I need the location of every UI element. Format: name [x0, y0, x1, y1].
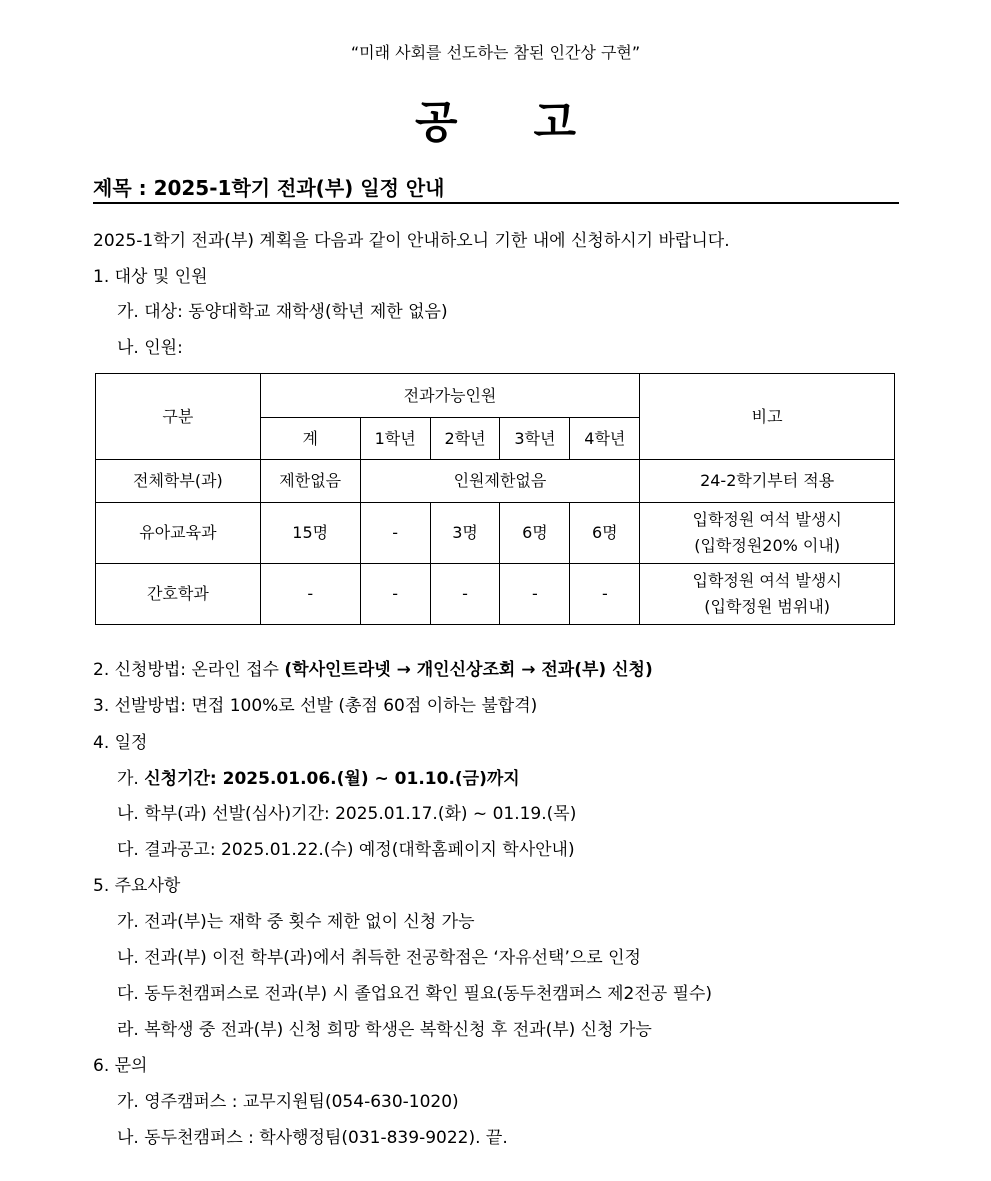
row-total: 제한없음 [260, 460, 360, 503]
section1-target: 가. 대상: 동양대학교 재학생(학년 제한 없음) [117, 302, 448, 322]
row-year4: - [570, 564, 640, 625]
section2-path: (학사인트라넷 → 개인신상조회 → 전과(부) 신청) [284, 660, 653, 680]
table-row [96, 564, 895, 625]
title-char-2: 고 [533, 97, 577, 148]
header-capacity: 전과가능인원 [260, 374, 640, 418]
section4-review: 나. 학부(과) 선발(심사)기간: 2025.01.17.(화) ~ 01.19.(목) [117, 804, 577, 824]
row-note-line1: 입학정원 여석 발생시 [692, 571, 842, 590]
row-note: 24-2학기부터 적용 [640, 460, 895, 503]
header-note: 비고 [640, 374, 895, 460]
section4-period [117, 764, 520, 789]
row-year2: 3명 [430, 503, 500, 564]
row-year3: - [500, 564, 570, 625]
row-year1: - [360, 503, 430, 564]
header-category: 구분 [96, 374, 261, 460]
section6-contact-dongducheon: 나. 동두천캠퍼스 : 학사행정팀(031-839-9022). 끝. [117, 1128, 508, 1148]
header-year4: 4학년 [570, 418, 640, 460]
section5-heading: 5. 주요사항 [93, 876, 181, 896]
header-year3: 3학년 [500, 418, 570, 460]
row-total: 15명 [260, 503, 360, 564]
table-row [96, 503, 895, 564]
section1-capacity: 나. 인원: [117, 338, 183, 358]
row-year2: - [430, 564, 500, 625]
title-char-1: 공 [414, 97, 458, 148]
section1-heading: 1. 대상 및 인원 [93, 267, 208, 287]
section4-a-bold: 신청기간: 2025.01.06.(월) ~ 01.10.(금)까지 [144, 769, 520, 789]
row-year3: 6명 [500, 503, 570, 564]
section2-method [93, 655, 653, 680]
row-year1: - [360, 564, 430, 625]
section2-prefix: 2. 신청방법: 온라인 접수 [93, 660, 285, 680]
header-year1: 1학년 [360, 418, 430, 460]
row-note-line1: 입학정원 여석 발생시 [692, 510, 842, 529]
subject-line: 제목 : 2025-1학기 전과(부) 일정 안내 [93, 176, 445, 200]
section5-item-c: 다. 동두천캠퍼스로 전과(부) 시 졸업요건 확인 필요(동두천캠퍼스 제2전공 필수) [117, 984, 713, 1004]
section5-item-b: 나. 전과(부) 이전 학부(과)에서 취득한 전공학점은 ‘자유선택’으로 인정 [117, 948, 641, 968]
section5-item-d: 라. 복학생 중 전과(부) 신청 희망 학생은 복학신청 후 전과(부) 신청 가능 [117, 1020, 652, 1040]
section6-contact-yeongju: 가. 영주캠퍼스 : 교무지원팀(054-630-1020) [117, 1092, 459, 1112]
row-year4: 6명 [570, 503, 640, 564]
section4-result: 다. 결과공고: 2025.01.22.(수) 예정(대학홈페이지 학사안내) [117, 840, 575, 860]
table-row [96, 460, 895, 503]
row-years-merged: 인원제한없음 [360, 460, 640, 503]
row-note-line2: (입학정원 범위내) [704, 597, 831, 616]
capacity-table [95, 373, 895, 625]
row-note-line2: (입학정원20% 이내) [694, 536, 841, 555]
row-name: 간호학과 [96, 564, 261, 625]
section4-heading: 4. 일정 [93, 733, 148, 753]
row-note [640, 503, 895, 564]
row-name: 전체학부(과) [96, 460, 261, 503]
section4-a-prefix: 가. [117, 769, 145, 789]
page-title [0, 86, 991, 150]
header-year2: 2학년 [430, 418, 500, 460]
row-note [640, 564, 895, 625]
header-total: 계 [260, 418, 360, 460]
section5-item-a: 가. 전과(부)는 재학 중 횟수 제한 없이 신청 가능 [117, 912, 475, 932]
section6-heading: 6. 문의 [93, 1056, 148, 1076]
row-total: - [260, 564, 360, 625]
intro-text: 2025-1학기 전과(부) 계획을 다음과 같이 안내하오니 기한 내에 신청하시기 바랍니다. [93, 231, 730, 251]
motto: “미래 사회를 선도하는 참된 인간상 구현” [350, 43, 641, 62]
title-divider [93, 202, 899, 204]
row-name: 유아교육과 [96, 503, 261, 564]
section3-selection: 3. 선발방법: 면접 100%로 선발 (총점 60점 이하는 불합격) [93, 696, 538, 716]
